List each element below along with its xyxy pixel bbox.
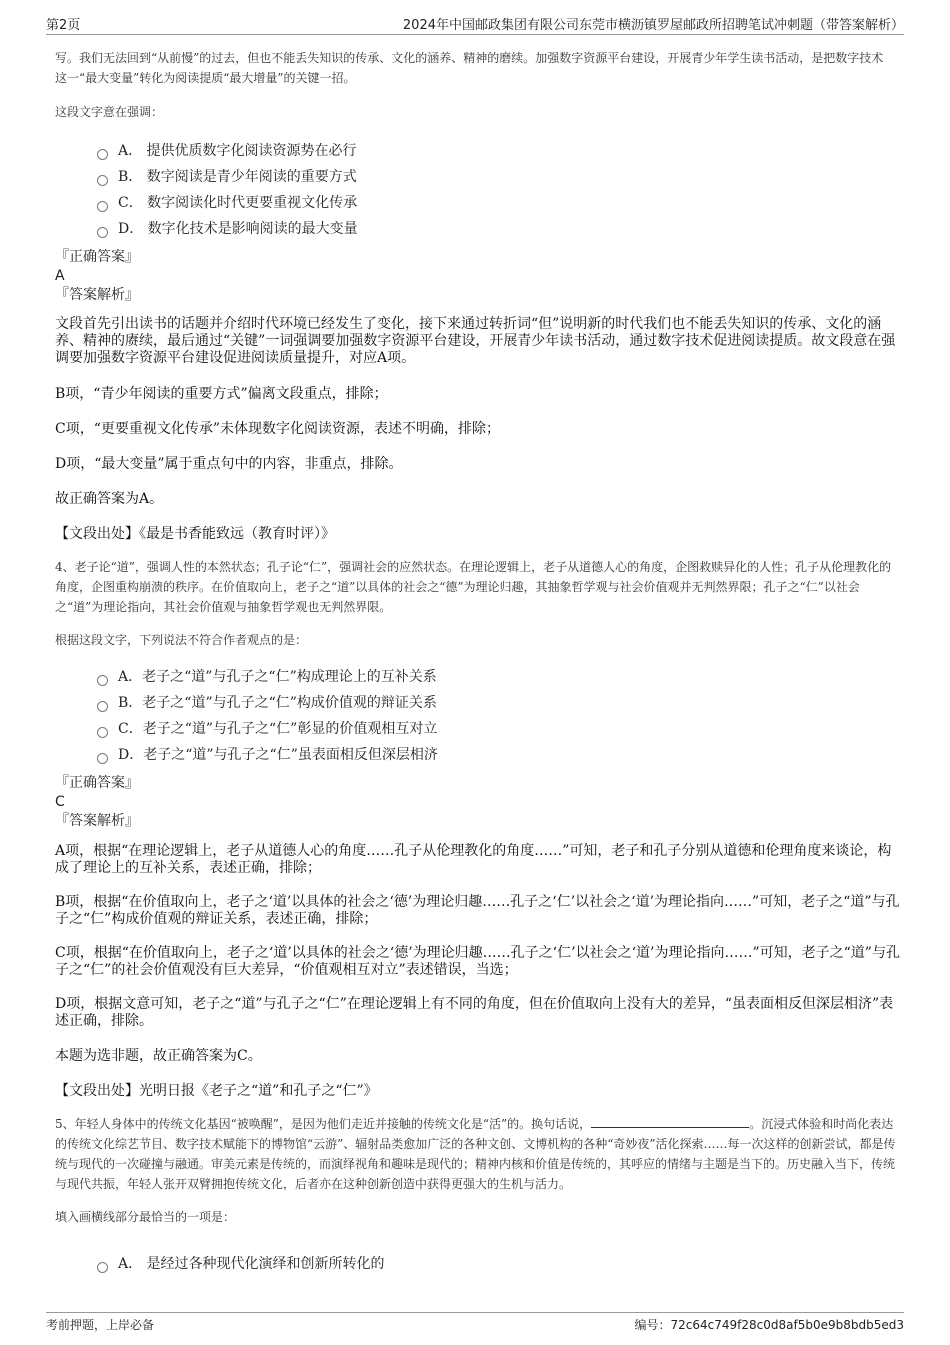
option-label: B． 数字阅读是青少年阅读的重要方式: [118, 169, 357, 185]
option-label: A． 提供优质数字化阅读资源势在必行: [118, 143, 357, 159]
q4-option-d[interactable]: [97, 742, 900, 768]
radio-icon[interactable]: [97, 175, 108, 186]
q4-option-c[interactable]: [97, 716, 900, 742]
option-label: C． 数字阅读化时代更要重视文化传承: [118, 195, 358, 211]
q4-option-a[interactable]: [97, 664, 900, 690]
q5-prompt: 填入画横线部分最恰当的一项是：: [55, 1210, 236, 1224]
q5-option-a[interactable]: [97, 1251, 900, 1277]
option-label: B．老子之“道”与孔子之“仁”构成价值观的辩证关系: [118, 695, 437, 711]
q3-analysis-heading: 『答案解析』: [55, 287, 139, 303]
q4-answer-heading: 『正确答案』: [55, 775, 139, 791]
q3-answer: A: [55, 268, 65, 284]
q4-answer: C: [55, 794, 65, 810]
page-number: 第2页: [46, 18, 81, 33]
q4-conclusion: 本题为选非题，故正确答案为C。: [55, 1048, 262, 1064]
radio-icon[interactable]: [97, 201, 108, 212]
radio-icon[interactable]: [97, 753, 108, 764]
q4-analysis-a: A项，根据“在理论逻辑上，老子从道德人心的角度……孔子从伦理教化的角度……”可知，老子和孔子分别从道德和伦理角度来谈论，构成了理论上的互补关系，表述正确，排除；: [55, 843, 892, 876]
q3-option-c[interactable]: [97, 190, 900, 216]
q3-analysis-1: 文段首先引出读书的话题并介绍时代环境已经发生了变化，接下来通过转折词“但”说明新的时代我们也不能丢失知识的传承、文化的涵养、精神的赓续，最后通过“关键”一词强调要加强数字资源平台建设，开展青少年读书活动，通过数字技术促进阅读提质。故文段意在强调要加强数字资源平台建设促进阅读质量提升，对应A项。: [55, 316, 896, 366]
q4-analysis-d: D项，根据文意可知，老子之“道”与孔子之“仁”在理论逻辑上有不同的角度，但在价值取向上没有大的差异，“虽表面相反但深层相济”表述正确，排除。: [55, 996, 894, 1029]
q4-analysis-c: C项，根据“在价值取向上，老子之‘道’以具体的社会之‘德’为理论归趣……孔子之‘仁’以社会之‘道’为理论指向……”可知，老子之“道”与孔子之“仁”的社会价值观没有巨大差异，“价值观相互对立”表述错误，当选；: [55, 945, 900, 978]
q3-analysis-2: B项，“青少年阅读的重要方式”偏离文段重点，排除；: [55, 386, 388, 402]
q4-analysis-heading: 『答案解析』: [55, 813, 139, 829]
option-label: C．老子之“道”与孔子之“仁”彰显的价值观相互对立: [118, 721, 438, 737]
option-label: D． 数字化技术是影响阅读的最大变量: [118, 221, 358, 237]
footer-slogan: 考前押题，上岸必备: [46, 1318, 155, 1332]
q5-stem-after: 。沉浸式体验和时尚化表达的传统文化综艺节目、数字技术赋能下的博物馆“云游”、辐射品类愈加广泛的各种文创、文博机构的各种“奇妙夜”活化探索……每一次这样的创新尝试，都是传统与现代的一次碰撞与融通。审美元素是传统的，而演绎视角和趣味是现代的；精神内核和价值是传统的，其呼应的情绪与主题是当下的。历史融入当下，传统与现代共振，年轻人张开双臂拥抱传统文化，后者亦在这种创新创造中获得更强大的生机与活力。: [55, 1117, 896, 1191]
q3-option-d[interactable]: [97, 216, 900, 242]
page-header: [46, 12, 904, 35]
radio-icon[interactable]: [97, 149, 108, 160]
q3-analysis-3: C项，“更要重视文化传承”未体现数字化阅读资源，表述不明确，排除；: [55, 421, 501, 437]
q3-options: [55, 138, 900, 242]
radio-icon[interactable]: [97, 1262, 108, 1273]
fill-in-blank: [591, 1115, 749, 1128]
radio-icon[interactable]: [97, 701, 108, 712]
q3-source: 【文段出处】《最是书香能致远（教育时评）》: [55, 526, 335, 542]
q3-option-b[interactable]: [97, 164, 900, 190]
radio-icon[interactable]: [97, 675, 108, 686]
q3-option-a[interactable]: [97, 138, 900, 164]
q3-analysis-4: D项，“最大变量”属于重点句中的内容，非重点，排除。: [55, 456, 403, 472]
q5-options: [55, 1251, 900, 1277]
document-id: 编号：72c64c749f28c0d8af5b0e9b8bdb5ed3: [634, 1318, 904, 1332]
radio-icon[interactable]: [97, 727, 108, 738]
q4-analysis-b: B项，根据“在价值取向上，老子之‘道’以具体的社会之‘德’为理论归趣……孔子之‘仁’以社会之‘道’为理论指向……”可知，老子之“道”与孔子之“仁”构成价值观的辩证关系，表述正确，排除；: [55, 894, 900, 927]
q4-prompt: 根据这段文字，下列说法不符合作者观点的是：: [55, 633, 308, 647]
q4-source: 【文段出处】光明日报《老子之“道”和孔子之“仁”》: [55, 1083, 378, 1099]
q4-stem: 4、老子论“道”，强调人性的本然状态；孔子论“仁”，强调社会的应然状态。在理论逻辑上，老子从道德人心的角度，企图救赎异化的人性；孔子从伦理教化的角度，企图重构崩溃的秩序。在价值取向上，老子之“道”以具体的社会之“德”为理论归趣，其抽象哲学观与社会价值观并无判然界限；孔子之“仁”以社会之“道”为理论指向，其社会价值观与抽象哲学观也无判然界限。: [55, 560, 892, 614]
q5-stem-before: 5、年轻人身体中的传统文化基因“被唤醒”，是因为他们走近并接触的传统文化是“活”的。换句话说，: [55, 1117, 592, 1131]
q3-passage-tail: 写。我们无法回到“从前慢”的过去，但也不能丢失知识的传承、文化的涵养、精神的磨续。加强数字资源平台建设，开展青少年学生读书活动，是把数字技术这一“最大变量”转化为阅读提质“最大增量”的关键一招。: [55, 51, 884, 85]
q4-option-b[interactable]: [97, 690, 900, 716]
option-label: A． 是经过各种现代化演绎和创新所转化的: [118, 1256, 385, 1272]
q5-stem: [55, 1114, 900, 1194]
option-label: D．老子之“道”与孔子之“仁”虽表面相反但深层相济: [118, 747, 438, 763]
page-footer: [46, 1312, 904, 1333]
q4-options: [55, 664, 900, 768]
q3-answer-heading: 『正确答案』: [55, 249, 139, 265]
option-label: A．老子之“道”与孔子之“仁”构成理论上的互补关系: [118, 669, 437, 685]
radio-icon[interactable]: [97, 227, 108, 238]
page-content: [55, 48, 900, 1277]
document-title: 2024年中国邮政集团有限公司东莞市横沥镇罗屋邮政所招聘笔试冲刺题（带答案解析）: [402, 18, 904, 33]
q3-analysis-5: 故正确答案为A。: [55, 491, 164, 507]
q3-prompt: 这段文字意在强调：: [55, 105, 164, 119]
